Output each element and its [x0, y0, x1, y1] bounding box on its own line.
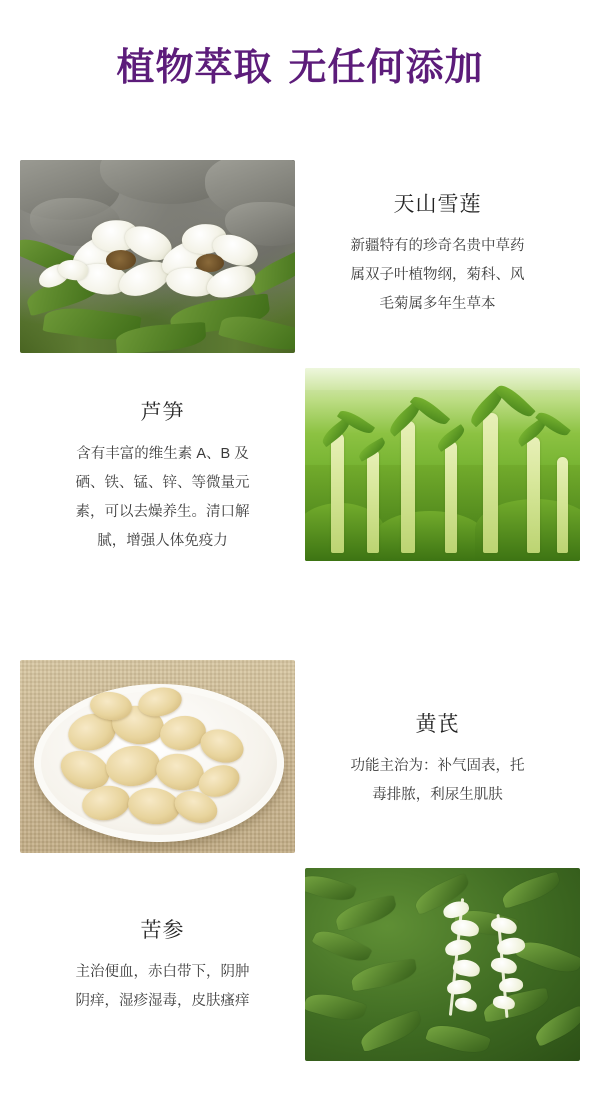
desc-line: 含有丰富的维生素 A、B 及	[76, 446, 249, 462]
asparagus-photo	[305, 368, 580, 561]
desc-line: 阴痒，湿疹湿毒，皮肤瘙痒	[75, 993, 250, 1009]
page-title	[0, 0, 600, 90]
desc-line: 素，可以去燥养生。清口解	[75, 504, 250, 520]
snow-lotus-illustration	[20, 160, 295, 353]
desc-line: 属双子叶植物纲，菊科、风	[350, 267, 525, 283]
desc-line: 腻，增强人体免疫力	[97, 533, 228, 549]
snow-lotus-photo	[20, 160, 295, 353]
ingredient-row-astragalus	[20, 660, 580, 853]
sophora-text	[20, 868, 305, 1016]
desc-line: 毒排脓，利尿生肌肤	[372, 787, 503, 803]
snow-lotus-text	[295, 160, 580, 319]
sophora-desc	[24, 958, 301, 1016]
desc-line: 主治便血，赤白带下，阴肿	[75, 964, 250, 980]
sophora-title: 苦参	[140, 919, 185, 942]
astragalus-text	[295, 660, 580, 810]
ingredient-row-sophora	[20, 868, 580, 1061]
ingredient-row-snow-lotus	[20, 160, 580, 353]
asparagus-title: 芦笋	[140, 401, 185, 424]
asparagus-text	[20, 368, 305, 556]
desc-line: 硒、铁、锰、锌、等微量元	[75, 475, 250, 491]
desc-line: 毛菊属多年生草本	[379, 296, 496, 312]
page-title-part1: 植物萃取	[116, 47, 273, 89]
asparagus-desc	[24, 440, 301, 556]
sophora-photo	[305, 868, 580, 1061]
desc-line: 新疆特有的珍奇名贵中草药	[350, 238, 525, 254]
sophora-illustration	[305, 868, 580, 1061]
astragalus-photo	[20, 660, 295, 853]
snow-lotus-desc	[299, 232, 576, 319]
asparagus-illustration	[305, 368, 580, 561]
page-title-part2: 无任何添加	[288, 47, 484, 89]
astragalus-title: 黄芪	[415, 713, 460, 736]
desc-line: 功能主治为：补气固表，托	[350, 758, 525, 774]
page-title-text	[116, 48, 483, 90]
ingredient-row-asparagus	[20, 368, 580, 561]
snow-lotus-title: 天山雪莲	[393, 193, 482, 216]
astragalus-desc	[299, 752, 576, 810]
astragalus-illustration	[20, 660, 295, 853]
